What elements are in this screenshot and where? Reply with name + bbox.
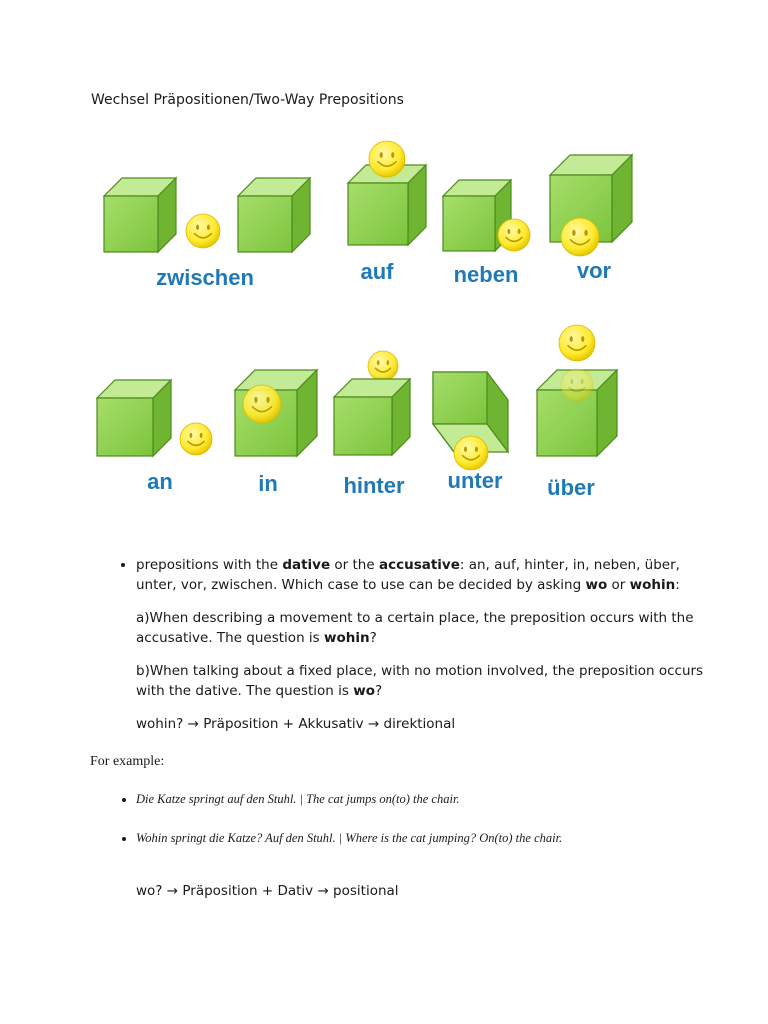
- paragraph-text: ?: [369, 630, 377, 646]
- label-neben: neben: [453, 262, 519, 287]
- paragraph-text: a)When describing a movement to a certain place, the preposition occurs with the accusative. The question is: [136, 610, 694, 646]
- label-vor: vor: [576, 258, 612, 283]
- bullet-text-part: : an, auf, hinter, in, neben, über, unter, vor, zwischen. Which case to use can be decided by asking: [136, 557, 680, 593]
- paragraph-text: ?: [374, 683, 383, 699]
- term-wohin: wohin: [324, 630, 370, 646]
- smiley-in: [243, 385, 281, 423]
- label-ueber: über: [547, 475, 595, 500]
- bullet-text-part: or: [607, 577, 630, 593]
- explanation-text: [90, 555, 710, 901]
- cube-an: [97, 380, 171, 456]
- cube-zwischen-right: [238, 178, 310, 252]
- bullet-list-main: [90, 555, 710, 595]
- bullet-text-part: prepositions with the: [136, 557, 283, 573]
- smiley-auf: [369, 141, 405, 177]
- smiley-ueber: [559, 325, 595, 361]
- term-wo: wo: [585, 577, 608, 593]
- paragraph-accusative: [90, 608, 710, 648]
- bullet-text-part: or the: [330, 557, 379, 573]
- smiley-neben: [498, 219, 530, 251]
- bullet-dative-accusative: [136, 555, 710, 595]
- term-wo: wo: [353, 683, 375, 699]
- smiley-ueber-reflection: [561, 369, 593, 401]
- label-auf: auf: [360, 259, 394, 284]
- label-an: an: [147, 469, 173, 494]
- label-zwischen: zwischen: [156, 265, 254, 290]
- term-dative: dative: [282, 557, 331, 573]
- bullet-text-part: :: [675, 577, 680, 593]
- page-title: Wechsel Präpositionen/Two-Way Prepositions: [91, 92, 404, 108]
- label-hinter: hinter: [343, 473, 405, 498]
- for-example-heading: For example:: [90, 754, 165, 769]
- smiley-vor: [561, 218, 599, 256]
- label-unter: unter: [447, 468, 503, 493]
- rule-wo: wo? → Präposition + Dativ → positional: [136, 883, 399, 899]
- smiley-zwischen: [186, 214, 220, 248]
- term-accusative: accusative: [378, 557, 460, 573]
- term-wohin: wohin: [629, 577, 676, 593]
- smiley-an: [180, 423, 212, 455]
- smiley-unter: [454, 436, 488, 470]
- rule-wohin: wohin? → Präposition + Akkusativ → direktional: [136, 716, 456, 732]
- cube-zwischen-left: [104, 178, 176, 252]
- paragraph-text: b)When talking about a fixed place, with no motion involved, the preposition occurs with the dative. The question is: [136, 663, 704, 699]
- prepositions-illustration: [90, 140, 650, 520]
- example-item: • Die Katze springt auf den Stuhl. | The cat jumps on(to) the chair.: [136, 789, 710, 809]
- example-item: • Wohin springt die Katze? Auf den Stuhl. | Where is the cat jumping? On(to) the chair.: [136, 828, 710, 848]
- paragraph-dative: [90, 661, 710, 701]
- smiley-hinter: [368, 351, 398, 381]
- example-list: [90, 789, 710, 848]
- label-in: in: [258, 471, 278, 496]
- prepositions-diagram: [90, 140, 650, 520]
- cube-hinter: [334, 379, 410, 455]
